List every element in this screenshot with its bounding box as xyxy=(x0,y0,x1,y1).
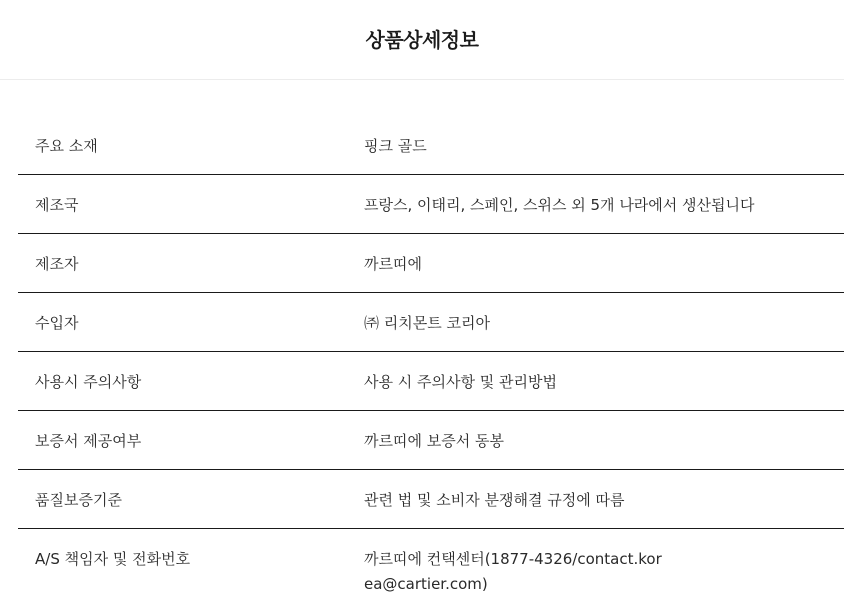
spec-label: 품질보증기준 xyxy=(35,491,122,509)
page-header xyxy=(0,0,844,80)
spec-value: 관련 법 및 소비자 분쟁해결 규정에 따름 xyxy=(364,491,625,509)
spec-label: 제조국 xyxy=(35,196,79,214)
spec-label: 주요 소재 xyxy=(35,137,98,155)
spec-row-warranty-card xyxy=(18,411,844,470)
spec-value: 까르띠에 xyxy=(364,255,422,273)
spec-value: 사용 시 주의사항 및 관리방법 xyxy=(364,373,557,391)
spec-label: 수입자 xyxy=(35,314,79,332)
spec-value: 까르띠에 보증서 동봉 xyxy=(364,432,504,450)
spec-value: 핑크 골드 xyxy=(364,137,427,155)
spec-value: 프랑스, 이태리, 스페인, 스위스 외 5개 나라에서 생산됩니다 xyxy=(364,196,755,214)
spec-row-after-service xyxy=(18,529,844,609)
spec-row-material xyxy=(18,116,844,175)
page-title: 상품상세정보 xyxy=(365,27,479,52)
spec-label: 제조자 xyxy=(35,255,79,273)
spec-table xyxy=(18,116,844,609)
spec-label: 사용시 주의사항 xyxy=(35,373,142,391)
spec-label: 보증서 제공여부 xyxy=(35,432,142,450)
spec-row-importer xyxy=(18,293,844,352)
spec-row-country xyxy=(18,175,844,234)
spec-label: A/S 책임자 및 전화번호 xyxy=(35,550,191,568)
spec-row-manufacturer xyxy=(18,234,844,293)
spec-value: 까르띠에 컨택센터(1877-4326/contact.korea@cartier.com) xyxy=(364,550,662,593)
spec-value: ㈜ 리치몬트 코리아 xyxy=(364,314,490,332)
spec-row-quality-standard xyxy=(18,470,844,529)
spec-row-caution xyxy=(18,352,844,411)
